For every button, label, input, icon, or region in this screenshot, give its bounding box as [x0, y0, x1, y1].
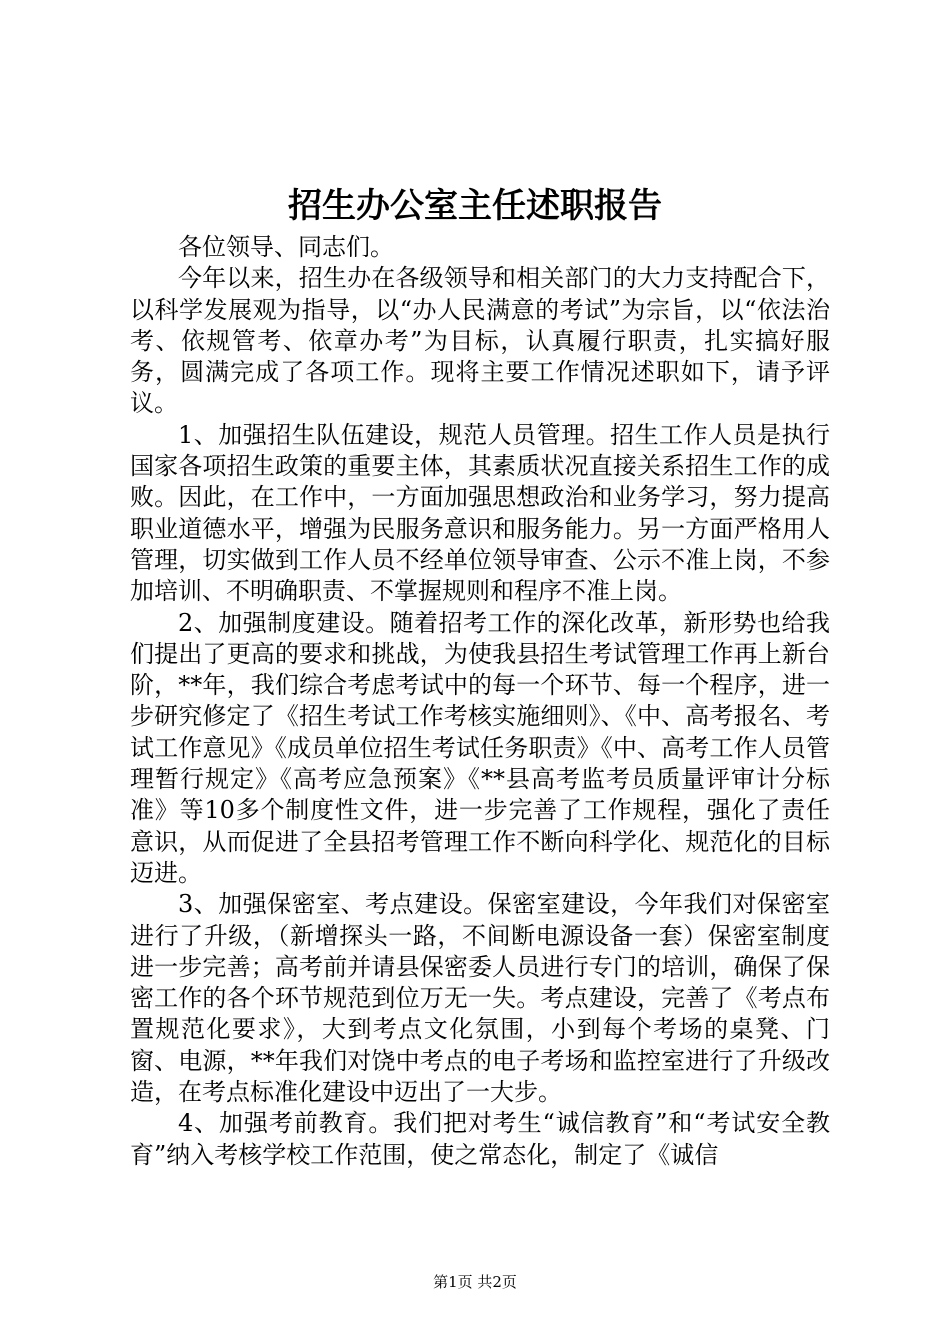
paragraph-team-building: 1、加强招生队伍建设，规范人员管理。招生工作人员是执行国家各项招生政策的重要主体，其素质状况直接关系招生工作的成败。因此，在工作中，一方面加强思想政治和业务学习，努力提高职业道德水平，增强为民服务意识和服务能力。另一方面严格用人管理，切实做到工作人员不经单位领导审查、公示不准上岗，不参加培训、不明确职责、不掌握规则和程序不准上岗。: [130, 420, 830, 606]
page-number: 第1页 共2页: [433, 1273, 517, 1291]
paragraph-confidential-room: 3、加强保密室、考点建设。保密室建设，今年我们对保密室进行了升级，（新增探头一路，不间断电源设备一套）保密室制度进一步完善；高考前并请县保密委人员进行专门的培训，确保了保密工作的各个环节规范到位万无一失。考点建设，完善了《考点布置规范化要求》，大到考点文化氛围，小到每个考场的桌凳、门窗、电源，**年我们对饶中考点的电子考场和监控室进行了升级改造，在考点标准化建设中迈出了一大步。: [130, 890, 830, 1107]
paragraph-pre-exam-education: 4、加强考前教育。我们把对考生“诚信教育”和“考试安全教育”纳入考核学校工作范围，使之常态化，制定了《诚信: [130, 1109, 830, 1169]
paragraph-system-building: 2、加强制度建设。随着招考工作的深化改革，新形势也给我们提出了更高的要求和挑战，为使我县招生考试管理工作再上新台阶，**年，我们综合考虑考试中的每一个环节、每一个程序，进一步研究修定了《招生考试工作考核实施细则》、《中、高考报名、考试工作意见》《成员单位招生考试任务职责》《中、高考工作人员管理暂行规定》《高考应急预案》《**县高考监考员质量评审计分标准》等10多个制度性文件，进一步完善了工作规程，强化了责任意识，从而促进了全县招考管理工作不断向科学化、规范化的目标迈进。: [130, 608, 830, 887]
document-body: [130, 232, 830, 1171]
salutation: 各位领导、同志们。: [178, 233, 394, 261]
document-title: 招生办公室主任述职报告: [288, 186, 662, 226]
paragraph-intro: 今年以来，招生办在各级领导和相关部门的大力支持配合下，以科学发展观为指导，以“办人民满意的考试”为宗旨，以“依法治考、依规管考、依章办考”为目标，认真履行职责，扎实搞好服务，圆满完成了各项工作。现将主要工作情况述职如下，请予评议。: [130, 264, 830, 418]
